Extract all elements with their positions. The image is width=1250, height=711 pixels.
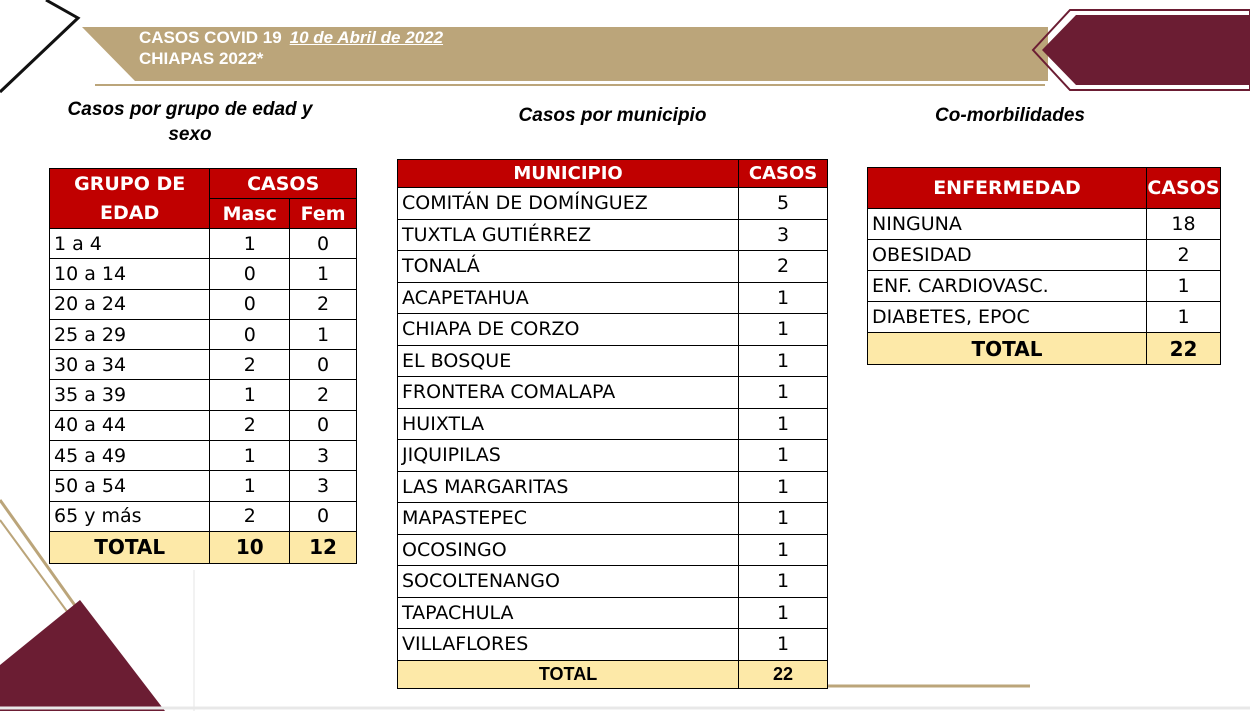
disease-name-cell: NINGUNA [868, 209, 1147, 240]
municipality-name-cell: FRONTERA COMALAPA [398, 377, 739, 409]
header-line-1: CASOS COVID 19 [139, 28, 282, 47]
municipality-cases-cell: 1 [739, 314, 828, 346]
female-cases-cell: 2 [290, 380, 357, 410]
male-cases-cell: 2 [210, 410, 290, 440]
municipality-section-title: Casos por municipio [518, 105, 707, 126]
table-row [398, 471, 828, 503]
table-row [50, 441, 357, 471]
municipality-cases-cell: 1 [739, 534, 828, 566]
female-cases-cell: 1 [290, 319, 357, 349]
total-female: 12 [290, 531, 357, 563]
table-row [868, 271, 1221, 302]
female-cases-cell: 1 [290, 259, 357, 289]
header-badge [1042, 15, 1250, 85]
male-cases-cell: 1 [210, 471, 290, 501]
header-disease: ENFERMEDAD [868, 168, 1147, 209]
municipality-name-cell: CHIAPA DE CORZO [398, 314, 739, 346]
age-group-cell: 10 a 14 [50, 259, 210, 289]
corner-triangle [0, 600, 165, 711]
table-row [398, 566, 828, 598]
municipality-cases-cell: 1 [739, 597, 828, 629]
comorbidity-section-title: Co-morbilidades [935, 105, 1085, 126]
municipality-cases-cell: 3 [739, 219, 828, 251]
male-cases-cell: 1 [210, 229, 290, 259]
municipality-cases-cell: 5 [739, 188, 828, 220]
municipality-cases-cell: 1 [739, 471, 828, 503]
age-group-table [49, 168, 357, 564]
table-row [398, 251, 828, 283]
total-label: TOTAL [398, 660, 739, 688]
comorbidity-total-row [868, 333, 1221, 365]
disease-cases-cell: 2 [1147, 240, 1221, 271]
age-group-cell: 35 a 39 [50, 380, 210, 410]
municipality-name-cell: JIQUIPILAS [398, 440, 739, 472]
municipality-name-cell: COMITÁN DE DOMÍNGUEZ [398, 188, 739, 220]
municipality-name-cell: TONALÁ [398, 251, 739, 283]
age-total-row [50, 531, 357, 563]
female-cases-cell: 0 [290, 350, 357, 380]
table-row [398, 534, 828, 566]
table-row [50, 319, 357, 349]
table-row [398, 345, 828, 377]
age-table-body [50, 229, 357, 532]
age-group-cell: 30 a 34 [50, 350, 210, 380]
age-group-cell: 25 a 29 [50, 319, 210, 349]
male-cases-cell: 0 [210, 289, 290, 319]
male-cases-cell: 0 [210, 259, 290, 289]
table-row [398, 629, 828, 661]
table-row [50, 501, 357, 531]
age-title-line-1: Casos por grupo de edad y [67, 99, 313, 120]
header-cases: CASOS [210, 169, 357, 199]
age-title-line-2: sexo [168, 124, 212, 145]
table-row [50, 471, 357, 501]
municipality-name-cell: HUIXTLA [398, 408, 739, 440]
municipality-name-cell: TUXTLA GUTIÉRREZ [398, 219, 739, 251]
age-group-cell: 40 a 44 [50, 410, 210, 440]
table-row [868, 240, 1221, 271]
female-cases-cell: 3 [290, 471, 357, 501]
header-municipality: MUNICIPIO [398, 160, 739, 188]
municipality-cases-cell: 1 [739, 629, 828, 661]
municipality-name-cell: OCOSINGO [398, 534, 739, 566]
disease-name-cell: DIABETES, EPOC [868, 302, 1147, 333]
municipality-total-row [398, 660, 828, 688]
table-row [50, 350, 357, 380]
municipality-name-cell: ACAPETAHUA [398, 282, 739, 314]
corner-stroke-top-left [0, 0, 78, 92]
municipality-table [397, 159, 828, 689]
total-label: TOTAL [868, 333, 1147, 365]
table-row [398, 503, 828, 535]
municipality-cases-cell: 2 [739, 251, 828, 283]
municipality-cases-cell: 1 [739, 566, 828, 598]
female-cases-cell: 0 [290, 410, 357, 440]
disease-name-cell: OBESIDAD [868, 240, 1147, 271]
table-row [50, 229, 357, 259]
table-row [398, 314, 828, 346]
disease-cases-cell: 18 [1147, 209, 1221, 240]
header-male: Masc [210, 199, 290, 229]
municipality-cases-cell: 1 [739, 408, 828, 440]
female-cases-cell: 2 [290, 289, 357, 319]
municipality-cases-cell: 1 [739, 282, 828, 314]
header-date: 10 de Abril de 2022 [289, 28, 444, 47]
male-cases-cell: 1 [210, 441, 290, 471]
comorbidity-table-body [868, 209, 1221, 333]
total-label: TOTAL [50, 531, 210, 563]
table-row [398, 408, 828, 440]
table-row [398, 377, 828, 409]
header-age-group: GRUPO DE EDAD [50, 169, 210, 229]
male-cases-cell: 1 [210, 380, 290, 410]
age-group-cell: 1 a 4 [50, 229, 210, 259]
header-cases: CASOS [1147, 168, 1221, 209]
header-cases: CASOS [739, 160, 828, 188]
comorbidity-table [867, 167, 1221, 365]
male-cases-cell: 0 [210, 319, 290, 349]
municipality-name-cell: LAS MARGARITAS [398, 471, 739, 503]
age-group-cell: 65 y más [50, 501, 210, 531]
total-cases: 22 [1147, 333, 1221, 365]
municipality-cases-cell: 1 [739, 377, 828, 409]
total-cases: 22 [739, 660, 828, 688]
age-section-title [40, 97, 340, 147]
disease-cases-cell: 1 [1147, 302, 1221, 333]
municipality-name-cell: TAPACHULA [398, 597, 739, 629]
municipality-cases-cell: 1 [739, 440, 828, 472]
age-group-cell: 50 a 54 [50, 471, 210, 501]
table-row [868, 302, 1221, 333]
age-group-cell: 20 a 24 [50, 289, 210, 319]
table-row [398, 597, 828, 629]
male-cases-cell: 2 [210, 501, 290, 531]
municipality-name-cell: VILLAFLORES [398, 629, 739, 661]
municipality-name-cell: EL BOSQUE [398, 345, 739, 377]
disease-name-cell: ENF. CARDIOVASC. [868, 271, 1147, 302]
table-row [398, 219, 828, 251]
table-row [50, 380, 357, 410]
female-cases-cell: 0 [290, 501, 357, 531]
table-row [50, 259, 357, 289]
header-title [139, 27, 443, 69]
municipality-cases-cell: 1 [739, 345, 828, 377]
male-cases-cell: 2 [210, 350, 290, 380]
female-cases-cell: 3 [290, 441, 357, 471]
table-row [50, 289, 357, 319]
table-row [868, 209, 1221, 240]
table-row [50, 410, 357, 440]
total-male: 10 [210, 531, 290, 563]
disease-cases-cell: 1 [1147, 271, 1221, 302]
municipality-table-body [398, 188, 828, 661]
municipality-cases-cell: 1 [739, 503, 828, 535]
municipality-name-cell: MAPASTEPEC [398, 503, 739, 535]
female-cases-cell: 0 [290, 229, 357, 259]
municipality-name-cell: SOCOLTENANGO [398, 566, 739, 598]
table-row [398, 282, 828, 314]
header-line-2: CHIAPAS 2022* [139, 49, 264, 68]
table-row [398, 440, 828, 472]
age-group-cell: 45 a 49 [50, 441, 210, 471]
table-row [398, 188, 828, 220]
header-female: Fem [290, 199, 357, 229]
